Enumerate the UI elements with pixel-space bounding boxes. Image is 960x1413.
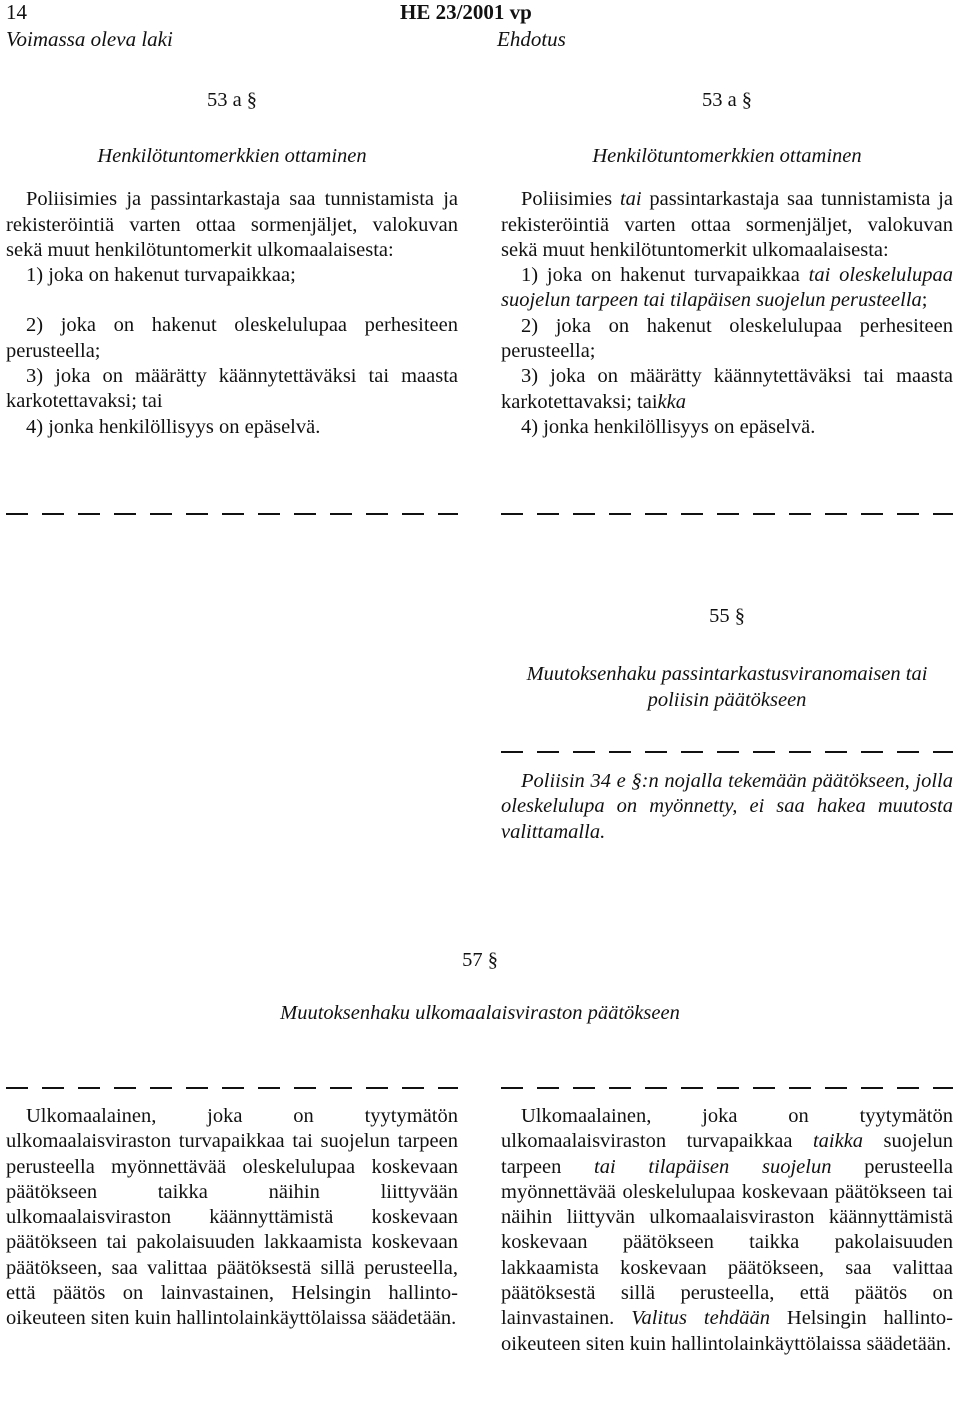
text: 3) joka on määrätty käännytettäväksi tai maasta karkotettavaksi; tai: [501, 365, 953, 413]
text: ;: [921, 289, 928, 312]
list-item-1: [501, 263, 953, 314]
omission-dashes: [6, 1087, 458, 1089]
text: perusteella myönnettävää oleskelulupaa koskevaan päätökseen tai näihin liittyvän ulkomaalaisviraston käännyttämistä koskevaan päätökseen taikka pakolaisuuden lakkaamista koskevaan päätökseen, saa valittaa päätöksestä sillä perusteella, että päätös on lainvastainen.: [501, 1155, 953, 1330]
text: suojelun tarpeen: [501, 1130, 954, 1178]
list-item-3: 3) joka on määrätty käännytettäväksi tai maasta karkotettavaksi; tai: [6, 365, 458, 413]
list-item-3: [501, 364, 953, 415]
section-55-text: Poliisin 34 e §:n nojalla tekemään päätökseen, jolla oleskelulupa on myönnetty, ei saa hakea muutosta valittamalla.: [501, 770, 953, 843]
list-item-2: 2) joka on hakenut oleskelulupaa perhesiteen perusteella;: [6, 314, 458, 362]
document-id: HE 23/2001 vp: [400, 0, 532, 24]
section-57-proposal-text: [501, 1104, 953, 1357]
omission-dashes: [501, 1087, 953, 1089]
page-number: 14: [6, 0, 27, 24]
column-heading-proposal: Ehdotus: [497, 27, 566, 51]
text: passintarkastaja saa tunnistamista ja rekisteröintiä varten ottaa sormenjäljet, valokuvan sekä muut henkilötuntomerkit ulkomaalaisesta:: [501, 188, 953, 261]
section-title: Muutoksenhaku passintarkastusviranomaisen tai poliisin päätökseen: [526, 663, 928, 711]
omission-dashes: [501, 751, 953, 753]
amended-text: Valitus tehdään: [631, 1307, 770, 1330]
section-57-current-text: Ulkomaalainen, joka on tyytymätön ulkomaalaisviraston turvapaikkaa tai suojelun tarpeen perusteella myönnettävää oleskelulupaa koskevaan päätökseen taikka näihin liittyvään ulkomaalaisviraston käännyttämistä koskevaan päätökseen tai pakolaisuuden lakkaamista koskevaan päätökseen, saa valittaa päätöksestä sillä perusteella, että päätös on lainvastainen, Helsingin hallinto-oikeuteen siten kuin hallintolainkäyttölaissa säädetään.: [6, 1105, 458, 1330]
section-55-proposal: [501, 604, 953, 713]
amended-text: taikka: [812, 1130, 864, 1153]
amended-text: tai oleskelulupaa suojelun tarpeen tai tilapäisen suojelun perusteella: [501, 264, 953, 312]
list-item-4: 4) jonka henkilöllisyys on epäselvä.: [521, 415, 816, 438]
column-heading-current-law: Voimassa oleva laki: [6, 27, 173, 51]
amended-text: tai: [619, 188, 642, 211]
list-item-2: 2) joka on hakenut oleskelulupaa perhesiteen perusteella;: [501, 314, 953, 363]
text: Ulkomaalainen, joka on tyytymätön ulkomaalaisviraston turvapaikkaa: [501, 1105, 953, 1153]
list-item-4: 4) jonka henkilöllisyys on epäselvä.: [26, 415, 321, 438]
section-57-title: Muutoksenhaku ulkomaalaisviraston päätökseen: [280, 1002, 680, 1024]
section-number: 55 §: [709, 605, 745, 627]
text: Helsingin hallinto-oikeuteen siten kuin hallintolainkäyttölaissa säädetään.: [501, 1307, 953, 1355]
section-number: 53 a §: [206, 89, 258, 111]
section-number: 53 a §: [701, 89, 753, 111]
list-item-1: 1) joka on hakenut turvapaikkaa;: [26, 264, 296, 287]
text: 1) joka on hakenut turvapaikkaa: [521, 264, 809, 287]
section-57-number: 57 §: [462, 949, 498, 971]
omission-dashes: [501, 513, 953, 515]
amended-text: kka: [657, 390, 686, 413]
section-53a-proposal: [501, 88, 953, 440]
omission-dashes: [6, 513, 458, 515]
paragraph-intro: Poliisimies ja passintarkastaja saa tunnistamista ja rekisteröintiä varten ottaa sormenjäljet, valokuvan sekä muut henkilötuntomerkit ulkomaalaisesta:: [6, 188, 458, 261]
section-title: Henkilötuntomerkkien ottaminen: [592, 145, 862, 167]
section-53a-current: [6, 88, 458, 440]
amended-text: tai tilapäisen suojelun: [594, 1155, 832, 1178]
text: Poliisimies: [521, 188, 620, 211]
section-title: Henkilötuntomerkkien ottaminen: [97, 145, 367, 167]
paragraph-intro: [501, 187, 953, 263]
